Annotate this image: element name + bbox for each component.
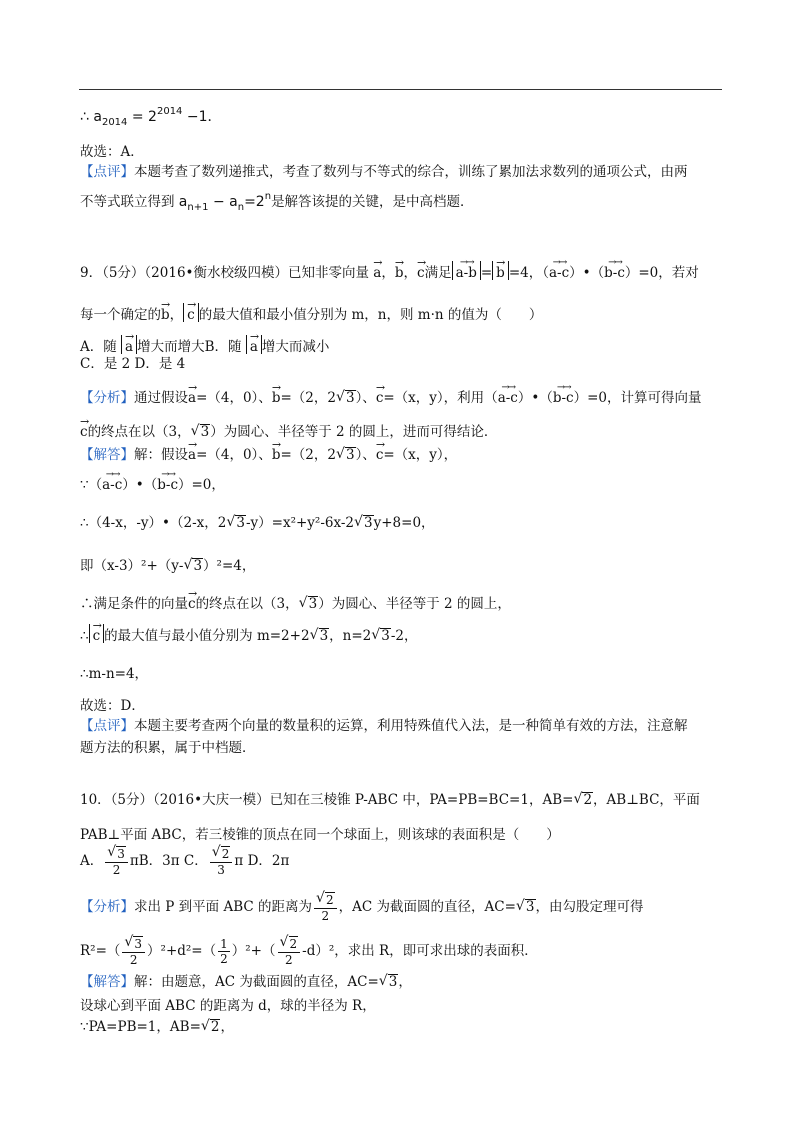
comment-9-line2: 题方法的积累，属于中档题． xyxy=(80,740,256,756)
question-10-line1: 10．（5分）（2016•大庆一模）已知在三棱锥 P-ABC 中，PA=PB=BC=1，AB=√ 2，AB⊥BC，平面 xyxy=(80,791,700,809)
analysis-10-line2: R²=（ √ $\frac{3}{2}$ ）²+d²=（ $\frac{1}{2}$ ）²+（ √ $\frac{2}{2}$ -d）²，求出 R，即可求出球的表面积． xyxy=(80,936,538,967)
analysis-10-line1: 【分析】求出 P 到平面 ABC 的距离为 √ $\frac{2}{2}$ ，AC 为截面圆的直径，AC=√ 3，由勾股定理可得 xyxy=(80,892,644,923)
comment-tag: 【点评】 xyxy=(80,718,134,734)
question-10-options: A． √ $\frac{3}{2}$ πB．3π C． √ $\frac{2}{3}$ π D．2π xyxy=(80,846,289,877)
analysis-tag: 【分析】 xyxy=(80,390,134,406)
comment-8-line1: 【点评】本题考查了数列递推式，考查了数列与不等式的综合，训练了累加法求数列的通项公式，由两 xyxy=(80,164,688,180)
solution-9-step6: ∴→ c 的最大值与最小值分别为 m=2+2√ 3，n=2√ 3-2， xyxy=(80,624,418,645)
question-9-line1: 9．（5分）（2016•衡水校级四模）已知非零向量 → a，→ b，→ c满足→→ a-b =→ b =4，（→→ a-c）•（→→ b-c）=0，若对 xyxy=(80,261,699,282)
question-9-options-ab: A．随 → a 增大而增大B．随 → a 增大而减小 xyxy=(80,335,329,356)
solution-9-step3: ∴（4-x，-y）•（2-x，2√ 3-y）=x²+y²-6x-2√ 3y+8=0， xyxy=(80,514,435,532)
analysis-9-line2: → c的终点在以（3，√ 3）为圆心、半径等于 2 的圆上，进而可得结论． xyxy=(80,420,497,441)
solution-tag: 【解答】 xyxy=(80,974,134,990)
comment-9-line1: 【点评】本题主要考查两个向量的数量积的运算，利用特殊值代入法，是一种简单有效的方法，注意解 xyxy=(80,718,688,734)
comment-8-line2: 不等式联立得到 $a_{n+1} - a_n=2^n$是解答该提的关键，是中高档题． xyxy=(80,191,474,213)
formula-a2014: ∴ $a_{2014} = 2^{2014} -1$． xyxy=(80,106,222,128)
solution-10-line2: 设球心到平面 ABC 的距离为 d，球的半径为 R， xyxy=(80,998,376,1014)
header-rule xyxy=(79,89,722,90)
solution-9-step4: 即（x-3）²+（y-√ 3）²=4， xyxy=(80,557,255,575)
answer-8: 故选：A． xyxy=(80,144,144,160)
answer-9: 故选：D． xyxy=(80,698,145,714)
question-10-line2: PAB⊥平面 ABC，若三棱锥的顶点在同一个球面上，则该球的表面积是（ ） xyxy=(80,827,560,843)
solution-9-step7: ∴m-n=4， xyxy=(80,666,149,682)
question-9-line2: 每一个确定的→ b，→ c 的最大值和最小值分别为 m，n，则 m·n 的值为（ ） xyxy=(80,303,542,324)
solution-tag: 【解答】 xyxy=(80,447,134,463)
solution-9-step2: ∵（→→ a-c）•（→→ b-c）=0， xyxy=(80,473,225,494)
solution-9-step5: ∴满足条件的向量→ c的终点在以（3，√ 3）为圆心、半径等于 2 的圆上， xyxy=(80,592,511,613)
solution-10-line1: 【解答】解：由题意，AC 为截面圆的直径，AC=√ 3， xyxy=(80,973,412,991)
comment-tag: 【点评】 xyxy=(80,164,134,180)
solution-9-line1: 【解答】解：假设→ a=（4，0）、→ b=（2，2√ 3）、→ c=（x，y）， xyxy=(80,443,457,464)
solution-10-line3: ∵PA=PB=1，AB=√ 2， xyxy=(80,1018,234,1036)
analysis-tag: 【分析】 xyxy=(80,899,134,915)
question-9-options-cd: C．是 2 D．是 4 xyxy=(80,356,186,372)
analysis-9-line1: 【分析】通过假设→ a=（4，0）、→ b=（2，2√ 3）、→ c=（x，y），利用（→→ a-c）•（→→ b-c）=0，计算可得向量 xyxy=(80,386,702,407)
